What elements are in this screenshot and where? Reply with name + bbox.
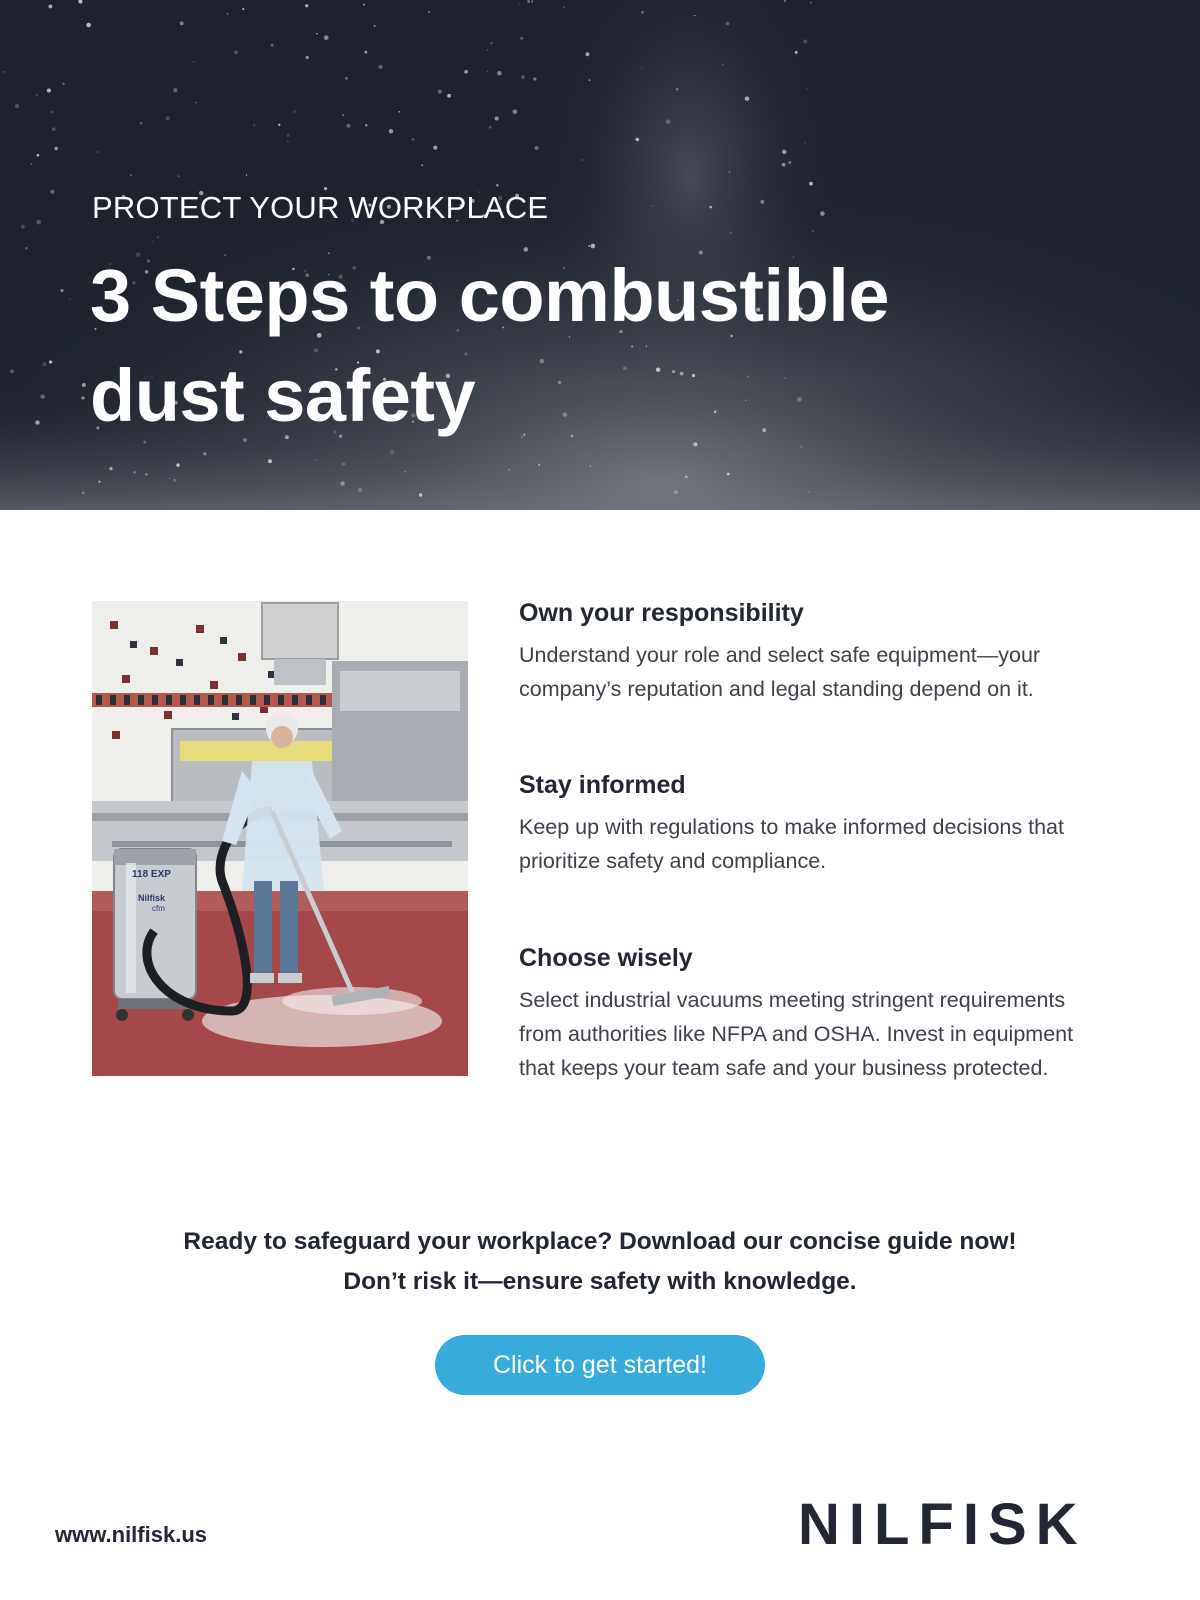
- dust-speck: [531, 1, 533, 3]
- dust-speck: [305, 4, 308, 7]
- dust-speck: [563, 6, 565, 8]
- step-1-title: Own your responsibility: [519, 599, 804, 627]
- dust-speck: [194, 499, 195, 500]
- step-2-body: Keep up with regulations to make informed decisions that prioritize safety and compliance.: [519, 815, 1064, 873]
- dust-speck: [652, 205, 654, 207]
- dust-speck: [15, 104, 19, 108]
- dust-speck: [804, 142, 806, 144]
- dust-speck: [81, 396, 84, 399]
- step-1-body: Understand your role and select safe equipment—your company’s reputation and legal standing depend on it.: [519, 643, 1041, 701]
- step-3: [519, 941, 1119, 1085]
- dust-speck: [133, 471, 135, 473]
- dust-speck: [782, 150, 786, 154]
- cta-message: [100, 1222, 1100, 1302]
- dust-speck: [82, 383, 86, 387]
- dust-speck: [10, 369, 14, 373]
- dust-speck: [346, 124, 350, 128]
- get-started-button[interactable]: Click to get started!: [435, 1335, 765, 1395]
- dust-speck: [21, 225, 25, 229]
- dust-speck: [60, 289, 63, 292]
- dust-speck: [447, 94, 451, 98]
- dust-speck: [666, 119, 671, 124]
- step-2-title: Stay informed: [519, 771, 686, 799]
- dust-speck: [316, 33, 318, 35]
- dust-speck: [590, 465, 591, 466]
- dust-speck: [69, 298, 71, 300]
- dust-speck: [490, 42, 493, 45]
- dust-speck: [582, 159, 583, 160]
- dust-speck: [709, 206, 712, 209]
- dust-speck: [364, 51, 367, 54]
- dust-speck: [641, 67, 643, 69]
- dust-speck: [342, 114, 344, 116]
- dust-speck: [340, 481, 344, 485]
- dust-speck: [820, 211, 825, 216]
- dust-speck: [157, 236, 159, 238]
- dust-speck: [808, 491, 810, 493]
- dust-speck: [234, 51, 238, 55]
- dust-speck: [63, 83, 65, 85]
- svg-text:cfm: cfm: [152, 904, 165, 913]
- dust-speck: [345, 77, 348, 80]
- step-3-body: Select industrial vacuums meeting stringent requirements from authorities like NFPA and OSHA. Invest in equipment that keeps your team safe and your business protected.: [519, 988, 1074, 1080]
- page-title: [90, 246, 990, 446]
- dust-speck: [795, 51, 798, 54]
- dust-speck: [438, 89, 442, 93]
- dust-speck: [193, 61, 195, 63]
- dust-speck: [271, 44, 274, 47]
- dust-speck: [253, 124, 255, 126]
- dust-speck: [641, 11, 644, 14]
- dust-speck: [421, 164, 423, 166]
- dust-speck: [495, 117, 499, 121]
- dust-speck: [140, 122, 143, 125]
- dust-speck: [3, 71, 5, 73]
- dust-speck: [390, 450, 395, 455]
- dust-speck: [487, 49, 489, 51]
- dust-speck: [722, 64, 724, 66]
- dust-speck: [36, 94, 38, 96]
- dust-speck: [589, 79, 591, 81]
- cta-line-1: Ready to safeguard your workplace? Download our concise guide now!: [183, 1228, 1017, 1255]
- dust-speck: [293, 110, 296, 113]
- page-title-line-2: dust safety: [90, 354, 476, 437]
- dust-speck: [533, 77, 536, 80]
- dust-speck: [487, 71, 488, 72]
- dust-speck: [180, 21, 184, 25]
- dust-speck: [433, 146, 437, 150]
- dust-speck: [37, 154, 40, 157]
- dust-speck: [405, 471, 407, 473]
- dust-speck: [378, 65, 382, 69]
- dust-speck: [363, 4, 365, 6]
- dust-speck: [513, 109, 518, 114]
- dust-speck: [52, 127, 56, 131]
- dust-speck: [173, 88, 177, 92]
- dust-speck: [50, 190, 54, 194]
- dust-speck: [676, 88, 678, 90]
- dust-speck: [399, 111, 401, 113]
- dust-speck: [496, 184, 498, 186]
- dust-speck: [166, 116, 170, 120]
- svg-text:Nilfisk: Nilfisk: [138, 893, 166, 903]
- dust-speck: [35, 421, 39, 425]
- dust-speck: [342, 462, 346, 466]
- dust-speck: [130, 174, 132, 176]
- dust-speck: [47, 88, 51, 92]
- dust-speck: [81, 18, 83, 20]
- dust-speck: [145, 473, 147, 475]
- dust-speck: [176, 463, 180, 467]
- dust-speck: [51, 110, 54, 113]
- dust-speck: [685, 476, 688, 479]
- dust-speck: [527, 0, 530, 3]
- dust-speck: [54, 147, 58, 151]
- dust-speck: [374, 25, 376, 27]
- dust-speck: [25, 247, 28, 250]
- dust-speck: [497, 71, 501, 75]
- dust-speck: [203, 452, 206, 455]
- dust-speck: [729, 231, 732, 234]
- dust-speck: [97, 151, 98, 152]
- dust-speck: [518, 3, 519, 4]
- dust-speck: [810, 2, 812, 4]
- dust-speck: [152, 241, 153, 242]
- dust-speck: [412, 138, 414, 140]
- dust-speck: [195, 102, 196, 103]
- worker-vacuuming-photo: [92, 601, 468, 1076]
- dust-speck: [316, 459, 318, 461]
- dust-speck: [98, 481, 100, 483]
- svg-text:NILFISK: NILFISK: [798, 1494, 1087, 1550]
- cta-line-2: Don’t risk it—ensure safety with knowledge.: [343, 1268, 857, 1295]
- dust-speck: [419, 493, 422, 496]
- dust-speck: [169, 478, 170, 479]
- dust-speck: [806, 88, 808, 90]
- dust-speck: [365, 124, 368, 127]
- dust-speck: [694, 15, 695, 16]
- dust-speck: [36, 220, 41, 225]
- nilfisk-logo: [798, 1494, 1148, 1550]
- dust-speck: [48, 4, 52, 8]
- page-title-line-1: 3 Steps to combustible: [90, 254, 890, 337]
- dust-speck: [674, 490, 678, 494]
- svg-text:118 EXP: 118 EXP: [132, 869, 171, 880]
- dust-speck: [728, 171, 730, 173]
- dust-speck: [86, 23, 91, 28]
- dust-speck: [287, 141, 288, 142]
- dust-speck: [726, 22, 730, 26]
- step-3-title: Choose wisely: [519, 944, 693, 972]
- step-2: [519, 768, 1119, 878]
- dust-speck: [489, 126, 492, 129]
- dust-speck: [760, 200, 764, 204]
- dust-speck: [177, 175, 179, 177]
- dust-speck: [745, 96, 750, 101]
- dust-speck: [246, 174, 247, 175]
- dust-speck: [521, 75, 525, 79]
- dust-speck: [31, 163, 33, 165]
- dust-speck: [812, 230, 813, 231]
- dust-speck: [389, 129, 393, 133]
- dust-speck: [49, 360, 52, 363]
- dust-speck: [278, 124, 280, 126]
- dust-speck: [109, 467, 112, 470]
- dust-speck: [803, 39, 807, 43]
- hero-eyebrow: PROTECT YOUR WORKPLACE: [92, 190, 549, 225]
- dust-speck: [636, 138, 640, 142]
- dust-speck: [42, 362, 46, 366]
- dust-speck: [306, 56, 309, 59]
- dust-speck: [358, 487, 363, 492]
- dust-speck: [287, 134, 290, 137]
- dust-speck: [40, 394, 44, 398]
- website-link[interactable]: www.nilfisk.us: [55, 1522, 207, 1547]
- dust-speck: [782, 163, 786, 167]
- hero-banner: [0, 0, 1200, 510]
- dust-speck: [428, 11, 430, 13]
- dust-speck: [727, 473, 730, 476]
- dust-speck: [268, 459, 272, 463]
- dust-speck: [788, 161, 791, 164]
- dust-speck: [535, 146, 539, 150]
- dust-speck: [464, 70, 468, 74]
- dust-speck: [508, 469, 510, 471]
- dust-speck: [520, 37, 523, 40]
- dust-speck: [82, 491, 85, 494]
- dust-speck: [538, 464, 540, 466]
- dust-speck: [324, 35, 329, 40]
- dust-speck: [809, 182, 813, 186]
- dust-speck: [586, 52, 590, 56]
- step-1: [519, 596, 1119, 706]
- dust-speck: [173, 479, 176, 482]
- dust-speck: [242, 8, 244, 10]
- dust-speck: [227, 13, 228, 14]
